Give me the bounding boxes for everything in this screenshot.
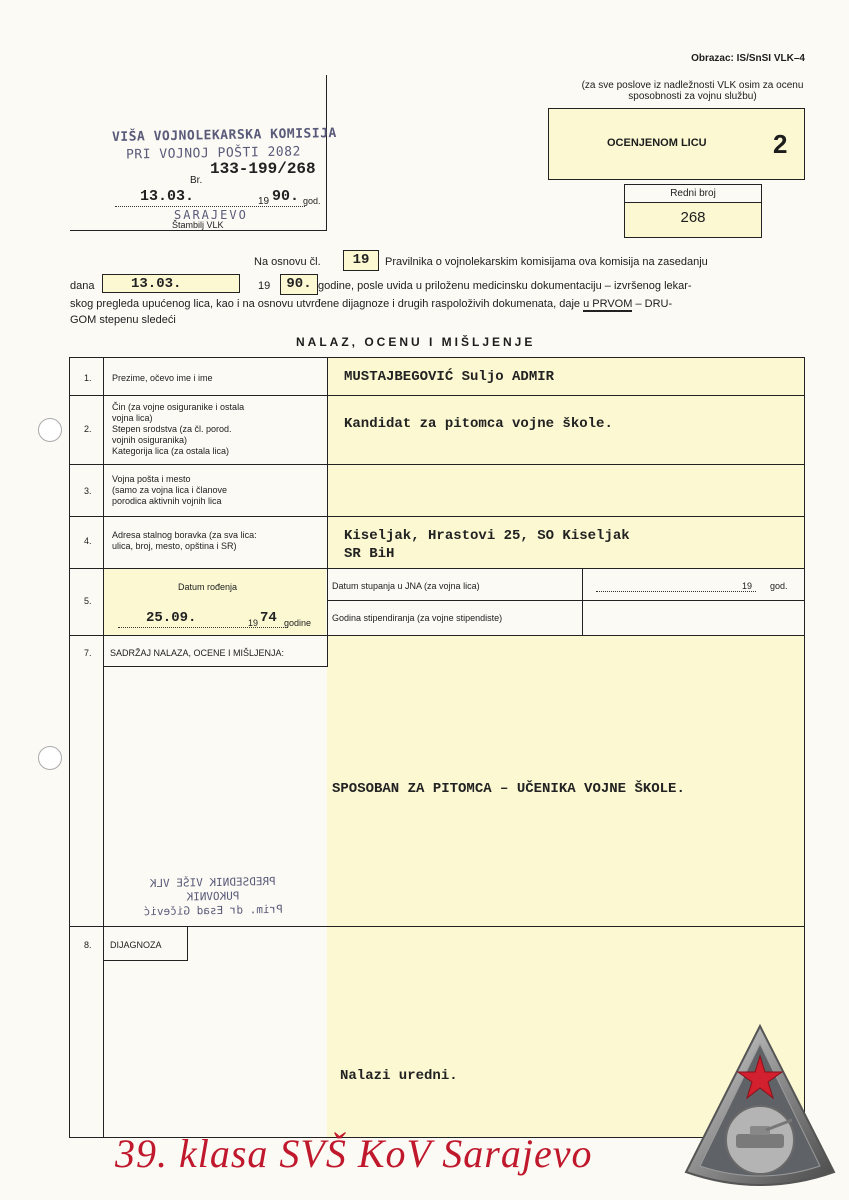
row4-value1: Kiseljak, Hrastovi 25, SO Kiseljak xyxy=(344,528,630,544)
stamp-year-prefix: 19 xyxy=(258,196,270,207)
serial-label: Redni broj xyxy=(625,185,761,203)
jna-label: Datum stupanja u JNA (za vojna lica) xyxy=(332,581,480,591)
row2-num: 2. xyxy=(84,424,92,434)
stamp-number: 133-199/268 xyxy=(210,160,316,178)
dob-date: 25.09. xyxy=(146,610,197,626)
dob-prefix: 19 xyxy=(248,618,259,628)
intro-article: 19 xyxy=(343,250,379,271)
stamp-city: SARAJEVO xyxy=(174,208,248,222)
intro-t1: Na osnovu čl. xyxy=(254,256,321,268)
main-table xyxy=(69,357,805,1138)
row8-num: 8. xyxy=(84,940,92,950)
intro-year: 90. xyxy=(280,274,318,295)
row2-label: Čin (za vojne osiguranike i ostala vojna lica) Stepen srodstva (za čl. porod. vojnih osiguranika) Kategorija lica (za ostala lica) xyxy=(112,402,245,456)
row2-value: Kandidat za pitomca vojne škole. xyxy=(344,416,613,432)
stamp-god: god. xyxy=(303,196,321,206)
row8-label: DIJAGNOZA xyxy=(110,940,162,950)
punch-hole-bottom xyxy=(38,746,62,770)
intro-line3: GOM stepenu sledeći xyxy=(70,314,176,326)
row1-value: MUSTAJBEGOVIĆ Suljo ADMIR xyxy=(344,369,555,385)
stamp-year-line xyxy=(115,206,305,207)
stamp-br-label: Br. xyxy=(190,175,203,186)
stamp-date: 13.03. xyxy=(140,188,195,205)
row4-label: Adresa stalnog boravka (za sva lica: ulica, broj, mesto, opština i SR) xyxy=(112,530,257,551)
jna-year-prefix: 19 xyxy=(742,581,753,591)
copy-number: 2 xyxy=(773,129,788,159)
section-title: NALAZ, OCENU I MIŠLJENJE xyxy=(296,335,536,349)
military-emblem-icon xyxy=(680,1022,840,1194)
dob-year: 74 xyxy=(260,610,277,626)
stamp-year: 90. xyxy=(272,188,300,205)
copy-box xyxy=(548,108,805,180)
intro-date: 13.03. xyxy=(102,274,240,293)
intro-t2: Pravilnika o vojnolekarskim komisijama ova komisija na zasedanju xyxy=(385,256,708,268)
serial-box xyxy=(624,184,762,238)
intro-line2 xyxy=(70,298,672,310)
serial-value: 268 xyxy=(625,203,761,237)
intro-line2a: skog pregleda upućenog lica, kao i na osnovu utvrđene dijagnoze i drugih raspoloživih dokumenata, daje xyxy=(70,298,581,310)
row8-value: Nalazi uredni. xyxy=(340,1068,458,1084)
stamp-line2: PRI VOJNOJ POŠTI 2082 xyxy=(125,144,301,163)
bottom-stamp: PREDSEDNIK VIŠE VLK PUKOVNIK Prim. dr Esad Gičević xyxy=(143,874,283,919)
dob-suffix: godine xyxy=(284,618,312,628)
intro-year-prefix: 19 xyxy=(258,280,271,292)
footer-caption: 39. klasa SVŠ KoV Sarajevo xyxy=(115,1131,593,1176)
intro-prvom: u PRVOM xyxy=(583,298,633,310)
intro-dana: dana xyxy=(70,280,95,292)
row4-value2: SR BiH xyxy=(344,546,395,562)
row5-num: 5. xyxy=(84,596,92,606)
row3-num: 3. xyxy=(84,486,92,496)
scope-note: (za sve poslove iz nadležnosti VLK osim za ocenu sposobnosti za vojnu službu) xyxy=(581,80,804,102)
row7-num: 7. xyxy=(84,648,92,658)
row1-label: Prezime, očevo ime i ime xyxy=(112,373,213,383)
intro-t3: godine, posle uvida u priloženu medicinsku dokumentaciju – izvršenog lekar- xyxy=(318,280,692,292)
dob-label: Datum rođenja xyxy=(178,582,238,592)
row1-num: 1. xyxy=(84,373,92,383)
form-code: Obrazac: IS/SnSI VLK–4 xyxy=(691,53,805,64)
copy-label: OCENJENOM LICU xyxy=(607,137,707,149)
row7-label: SADRŽAJ NALAZA, OCENE I MIŠLJENJA: xyxy=(110,648,285,658)
punch-hole-top xyxy=(38,418,62,442)
stamp-caption: Štambilj VLK xyxy=(172,220,224,230)
stamp-line1: VIŠA VOJNOLEKARSKA KOMISIJA xyxy=(111,126,337,145)
intro-line2b: – DRU- xyxy=(635,298,673,310)
row7-value: SPOSOBAN ZA PITOMCA – UČENIKA VOJNE ŠKOLE. xyxy=(332,781,685,797)
jna-god: god. xyxy=(770,581,788,591)
stip-label: Godina stipendiranja (za vojne stipendiste) xyxy=(332,613,503,623)
row4-num: 4. xyxy=(84,536,92,546)
row3-label: Vojna pošta i mesto (samo za vojna lica i članove porodica aktivnih vojnih lica xyxy=(112,474,228,506)
